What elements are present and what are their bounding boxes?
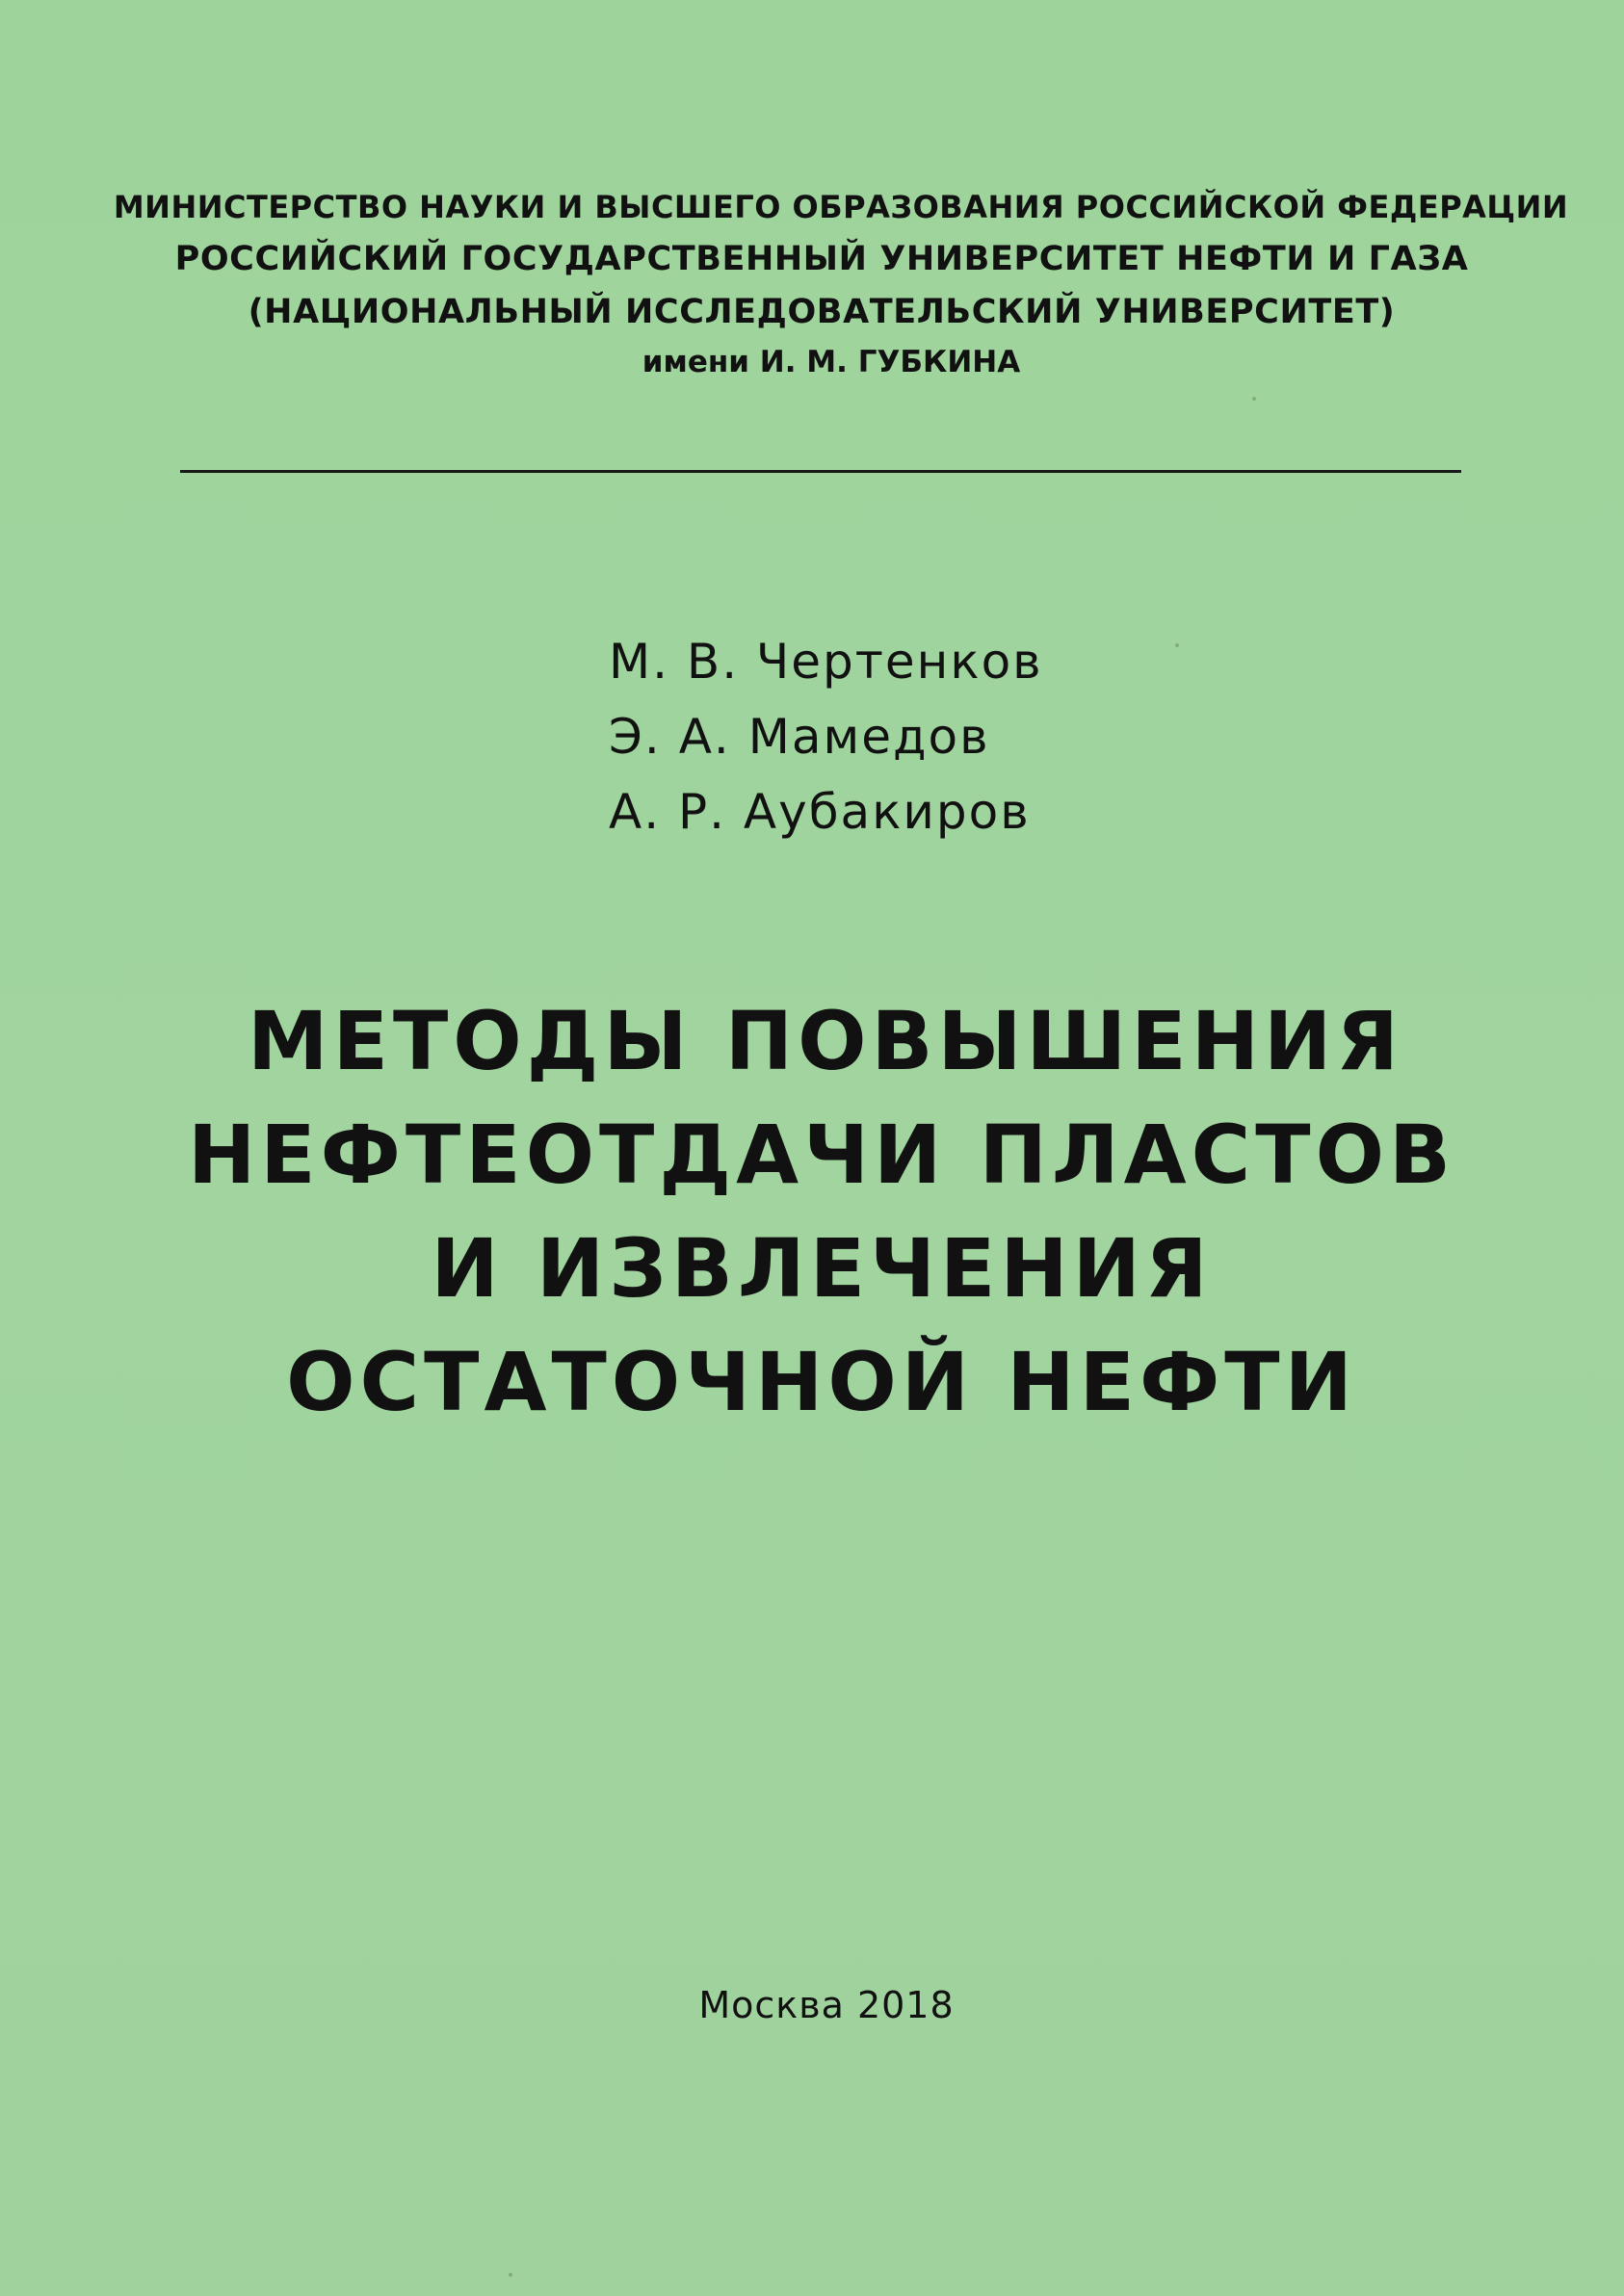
author-3: А. Р. Аубакиров bbox=[609, 784, 1031, 840]
author-1: М. В. Чертенков bbox=[609, 634, 1043, 690]
named-after-line: имени И. М. ГУБКИНА bbox=[642, 345, 1021, 379]
book-title bbox=[0, 984, 1624, 1439]
title-line-2: НЕФТЕОТДАЧИ ПЛАСТОВ bbox=[187, 1108, 1456, 1202]
header-divider bbox=[180, 470, 1461, 473]
print-speck bbox=[1252, 397, 1256, 401]
university-status-line: (НАЦИОНАЛЬНЫЙ ИССЛЕДОВАТЕЛЬСКИЙ УНИВЕРСИТЕТ) bbox=[248, 293, 1396, 331]
imprint-text: Москва 2018 bbox=[698, 1984, 955, 2026]
title-line-1: МЕТОДЫ ПОВЫШЕНИЯ bbox=[248, 994, 1403, 1088]
author-2: Э. А. Мамедов bbox=[609, 709, 990, 765]
publisher-header bbox=[0, 183, 1624, 387]
title-line-4: ОСТАТОЧНОЙ НЕФТИ bbox=[286, 1335, 1357, 1429]
print-speck bbox=[509, 2273, 512, 2277]
authors-block bbox=[609, 624, 1090, 849]
university-line: РОССИЙСКИЙ ГОСУДАРСТВЕННЫЙ УНИВЕРСИТЕТ НЕФТИ И ГАЗА bbox=[174, 240, 1469, 278]
imprint bbox=[0, 1984, 1624, 2026]
ministry-line: МИНИСТЕРСТВО НАУКИ И ВЫСШЕГО ОБРАЗОВАНИЯ РОССИЙСКОЙ ФЕДЕРАЦИИ bbox=[113, 189, 1569, 225]
print-speck bbox=[1175, 643, 1179, 647]
title-line-3: И ИЗВЛЕЧЕНИЯ bbox=[431, 1221, 1213, 1316]
